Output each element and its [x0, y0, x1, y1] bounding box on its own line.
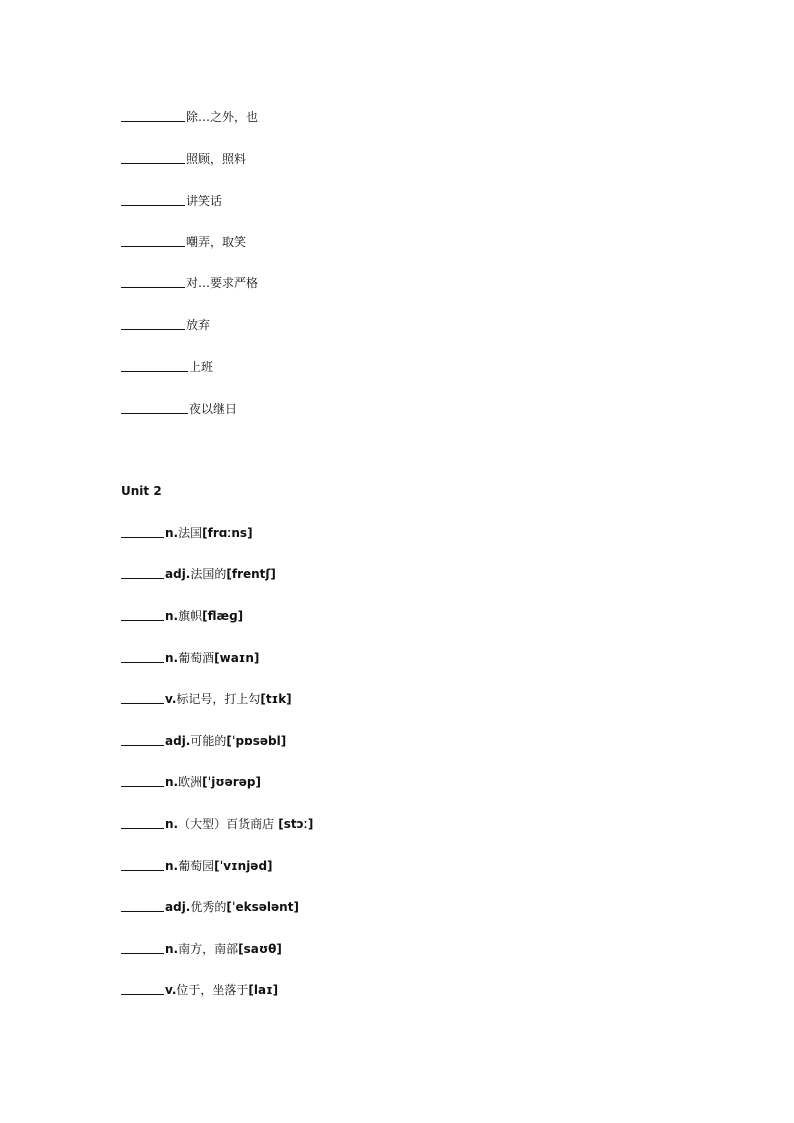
part-of-speech: n. [165, 859, 179, 873]
phrase-item [121, 274, 258, 292]
vocab-item [121, 732, 286, 750]
phonetic: [ˈjʊərəp] [202, 775, 261, 789]
phrase-meaning: 夜以继日 [189, 402, 238, 416]
phrase-meaning: 嘲弄，取笑 [186, 235, 247, 249]
vocab-meaning: 可能的 [190, 734, 227, 748]
phrase-item [121, 108, 258, 126]
vocab-item [121, 773, 261, 791]
vocab-meaning: （大型）百货商店 [178, 817, 275, 831]
vocab-meaning: 法国 [178, 526, 203, 540]
phrase-item [121, 316, 210, 334]
vocab-item [121, 815, 313, 833]
part-of-speech: adj. [165, 734, 191, 748]
phrase-item [121, 358, 213, 376]
answer-blank[interactable] [121, 316, 185, 330]
vocab-item [121, 607, 243, 625]
answer-blank[interactable] [121, 233, 185, 247]
answer-blank[interactable] [121, 690, 164, 704]
part-of-speech: n. [165, 609, 179, 623]
phrase-item [121, 233, 246, 251]
part-of-speech: v. [165, 983, 177, 997]
answer-blank[interactable] [121, 274, 185, 288]
answer-blank[interactable] [121, 773, 164, 787]
vocab-item [121, 857, 273, 875]
vocab-item [121, 981, 278, 999]
vocab-meaning: 欧洲 [178, 775, 203, 789]
phonetic: [flæɡ] [202, 609, 244, 623]
answer-blank[interactable] [121, 150, 185, 164]
answer-blank[interactable] [121, 524, 164, 538]
phrase-meaning: 除…之外，也 [186, 110, 259, 124]
vocab-item [121, 898, 299, 916]
phrase-meaning: 照顾，照料 [186, 152, 247, 166]
answer-blank[interactable] [121, 607, 164, 621]
answer-blank[interactable] [121, 732, 164, 746]
vocab-meaning: 葡萄园 [178, 859, 215, 873]
part-of-speech: n. [165, 942, 179, 956]
part-of-speech: n. [165, 817, 179, 831]
vocab-meaning: 标记号，打上勾 [176, 692, 261, 706]
phonetic: [tɪk] [260, 692, 292, 706]
part-of-speech: n. [165, 775, 179, 789]
answer-blank[interactable] [121, 898, 164, 912]
answer-blank[interactable] [121, 649, 164, 663]
phonetic: [frentʃ] [226, 567, 276, 581]
part-of-speech: adj. [165, 900, 191, 914]
phrase-item [121, 192, 222, 210]
phonetic: [frɑːns] [202, 526, 253, 540]
unit-heading: Unit 2 [121, 484, 162, 498]
answer-blank[interactable] [121, 565, 164, 579]
vocab-meaning: 旗帜 [178, 609, 203, 623]
vocab-item [121, 940, 282, 958]
phrase-item [121, 400, 237, 418]
answer-blank[interactable] [121, 857, 164, 871]
part-of-speech: adj. [165, 567, 191, 581]
answer-blank[interactable] [121, 815, 164, 829]
phrase-meaning: 讲笑话 [186, 194, 223, 208]
answer-blank[interactable] [121, 192, 185, 206]
phrase-item [121, 150, 246, 168]
answer-blank[interactable] [121, 400, 188, 414]
phonetic: [ˈvɪnjəd] [214, 859, 273, 873]
phonetic: [saʊθ] [238, 942, 282, 956]
vocab-item [121, 649, 259, 667]
vocab-meaning: 位于，坐落于 [176, 983, 249, 997]
vocab-meaning: 葡萄酒 [178, 651, 215, 665]
phrase-meaning: 上班 [189, 360, 214, 374]
answer-blank[interactable] [121, 108, 185, 122]
phonetic: [ˈpɒsəbl] [226, 734, 287, 748]
phrase-meaning: 放弃 [186, 318, 211, 332]
answer-blank[interactable] [121, 940, 164, 954]
vocab-meaning: 优秀的 [190, 900, 227, 914]
vocab-item [121, 690, 292, 708]
vocab-meaning: 法国的 [190, 567, 227, 581]
answer-blank[interactable] [121, 358, 188, 372]
phonetic: [waɪn] [214, 651, 260, 665]
answer-blank[interactable] [121, 981, 164, 995]
phonetic: [ˈeksələnt] [226, 900, 299, 914]
part-of-speech: n. [165, 526, 179, 540]
phonetic: [stɔː] [274, 817, 314, 831]
phrase-meaning: 对…要求严格 [186, 276, 259, 290]
part-of-speech: n. [165, 651, 179, 665]
vocab-item [121, 565, 276, 583]
vocab-meaning: 南方，南部 [178, 942, 239, 956]
part-of-speech: v. [165, 692, 177, 706]
phonetic: [laɪ] [248, 983, 279, 997]
vocab-item [121, 524, 253, 542]
